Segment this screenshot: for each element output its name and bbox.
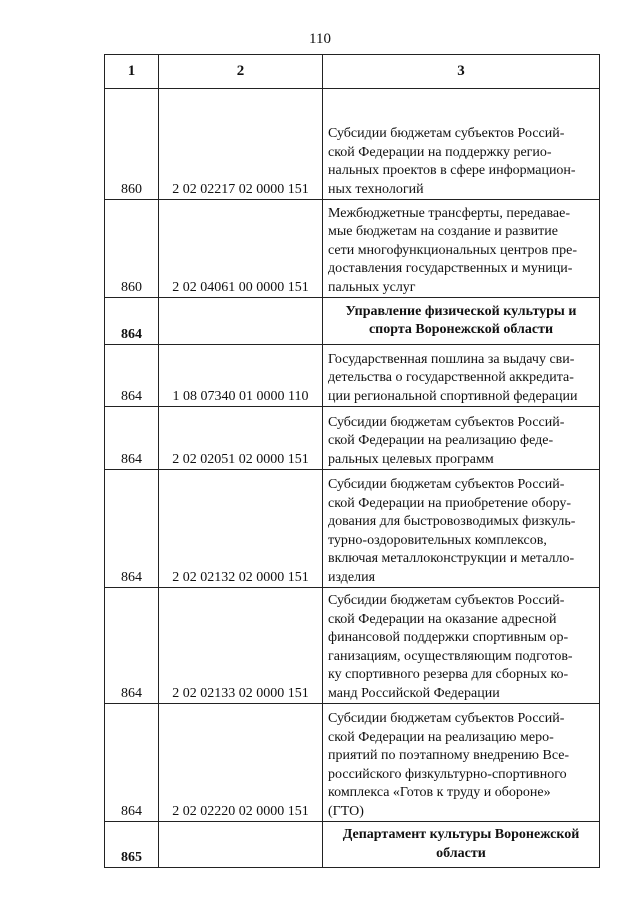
income-description-cell: Субсидии бюджетам субъектов Россий- ской Федерации на реализацию меро- приятий по поэтапному внедрению Все- российского физкультурно-спортивного комплекса «Готов к труду и обороне» (ГТО) [323,704,600,822]
organization-name-cell: Департамент культуры Воронежской области [323,822,600,868]
admin-code-cell: 865 [105,822,159,868]
admin-code-cell: 864 [105,345,159,407]
header-col-2: 2 [159,55,323,89]
income-code-cell: 1 08 07340 01 0000 110 [159,345,323,407]
table-row [105,470,600,588]
table-row [105,200,600,298]
income-description-cell: Субсидии бюджетам субъектов Россий- ской Федерации на поддержку регио- нальных проектов в сфере информацион- ных технологий [323,89,600,200]
admin-code-cell: 864 [105,588,159,704]
income-description-cell: Субсидии бюджетам субъектов Россий- ской Федерации на оказание адресной финансовой поддержки спортивным ор- ганизациям, осуществляющим подготов- ку спортивного резерва для сборных ко- манд Российской Федерации [323,588,600,704]
table-row [105,345,600,407]
table-row [105,407,600,470]
page-number: 110 [309,31,331,47]
admin-code-cell: 864 [105,470,159,588]
table-row-organization [105,298,600,345]
income-code-cell [159,822,323,868]
organization-name-cell: Управление физической культуры и спорта Воронежской области [323,298,600,345]
income-code-cell: 2 02 02220 02 0000 151 [159,704,323,822]
table-row [105,704,600,822]
table-header-row [105,55,600,89]
income-code-cell: 2 02 02217 02 0000 151 [159,89,323,200]
income-code-cell: 2 02 04061 00 0000 151 [159,200,323,298]
income-description-cell: Субсидии бюджетам субъектов Россий- ской Федерации на приобретение обору- дования для быстровозводимых физкуль- турно-оздоровительных комплексов, включая металлоконструкции и металло- изделия [323,470,600,588]
header-col-1: 1 [105,55,159,89]
table-row [105,89,600,200]
income-code-cell: 2 02 02132 02 0000 151 [159,470,323,588]
admin-code-cell: 864 [105,704,159,822]
admin-code-cell: 860 [105,200,159,298]
admin-code-cell: 864 [105,298,159,345]
budget-classification-table [104,54,600,868]
income-code-cell: 2 02 02051 02 0000 151 [159,407,323,470]
income-description-cell: Межбюджетные трансферты, передавае- мые бюджетам на создание и развитие сети многофункциональных центров пре- доставления государственных и муници- пальных услуг [323,200,600,298]
income-code-cell [159,298,323,345]
income-description-cell: Субсидии бюджетам субъектов Россий- ской Федерации на реализацию феде- ральных целевых программ [323,407,600,470]
income-code-cell: 2 02 02133 02 0000 151 [159,588,323,704]
table-row-organization [105,822,600,868]
admin-code-cell: 860 [105,89,159,200]
income-description-cell: Государственная пошлина за выдачу сви- детельства о государственной аккредита- ции региональной спортивной федерации [323,345,600,407]
table-row [105,588,600,704]
admin-code-cell: 864 [105,407,159,470]
header-col-3: 3 [323,55,600,89]
